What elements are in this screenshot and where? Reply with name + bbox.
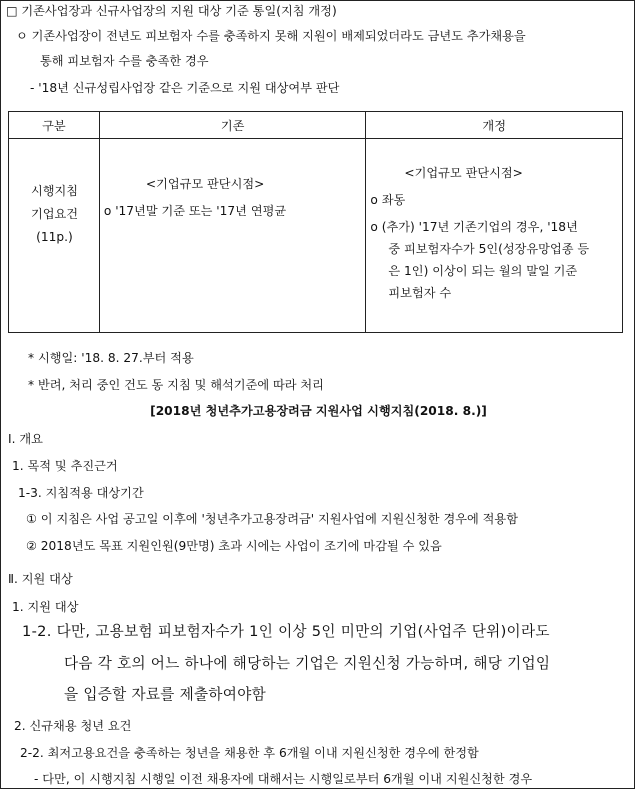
paragraph-2-2: 2-2. 최저고용요건을 충족하는 청년을 채용한 후 6개월 이내 지원신청한 경우에 한정함 — [20, 746, 479, 760]
old-cell — [100, 139, 366, 332]
new-title: <기업규모 판단시점> — [404, 166, 523, 180]
comparison-table — [8, 111, 623, 333]
header-old: 기존 — [99, 112, 366, 139]
old-item: o '17년말 기준 또는 '17년 연평균 — [103, 204, 287, 218]
note-processing: * 반려, 처리 중인 건도 동 지침 및 해석기준에 따라 처리 — [28, 378, 324, 392]
section-2-2: 2. 신규채용 청년 요건 — [14, 719, 132, 733]
section-1-1: 1. 목적 및 추진근거 — [12, 459, 118, 473]
new-item-1: o 좌동 — [370, 193, 406, 207]
new-cell — [366, 139, 622, 332]
header-new: 개정 — [366, 112, 623, 139]
new-item-2-line-1: o (추가) '17년 기존기업의 경우, '18년 — [370, 220, 578, 234]
section-header: □ 기존사업장과 신규사업장의 지원 대상 기준 통일(지침 개정) — [6, 4, 337, 18]
note-effective-date: * 시행일: '18. 8. 27.부터 적용 — [28, 351, 194, 365]
clause-2: ② 2018년도 목표 지원인원(9만명) 초과 시에는 사업이 조기에 마감될 수 있음 — [26, 539, 442, 553]
old-title: <기업규모 판단시점> — [145, 177, 265, 191]
new-item-2-line-3: 은 1인) 이상이 되는 월의 말일 기준 — [388, 264, 578, 278]
paragraph-1-2-line-3: 을 입증할 자료를 제출하여야함 — [64, 686, 266, 703]
last-line: - 다만, 이 시행지침 시행일 이전 채용자에 대해서는 시행일로부터 6개월 이내 지원신청한 경우 — [34, 772, 533, 786]
section-1-heading: Ⅰ. 개요 — [8, 432, 43, 446]
clause-1: ① 이 지침은 사업 공고일 이후에 '청년추가고용장려금' 지원사업에 지원신청한 경우에 적용함 — [26, 512, 518, 526]
new-item-2-line-4: 피보험자 수 — [388, 286, 452, 300]
paragraph-1-2-line-1: 1-2. 다만, 고용보험 피보험자수가 1인 이상 5인 미만의 기업(사업주 단위)이라도 — [22, 623, 550, 640]
category-line-3: (11p.) — [36, 230, 73, 244]
header-category: 구분 — [9, 112, 100, 139]
section-2-1: 1. 지원 대상 — [12, 600, 79, 614]
section-1-3: 1-3. 지침적용 대상기간 — [18, 486, 144, 500]
bullet-o-line-2: 통해 피보험자 수를 충족한 경우 — [40, 54, 209, 68]
section-2-heading: Ⅱ. 지원 대상 — [8, 572, 73, 586]
new-item-2-line-2: 중 피보험자수가 5인(성장유망업종 등 — [388, 242, 590, 256]
paragraph-1-2-line-2: 다음 각 호의 어느 하나에 해당하는 기업은 지원신청 가능하며, 해당 기업임 — [64, 655, 551, 672]
category-cell — [9, 139, 99, 332]
category-line-2: 기업요건 — [30, 207, 79, 221]
document-title: [2018년 청년추가고용장려금 지원사업 시행지침(2018. 8.)] — [150, 404, 487, 418]
dash-line: - '18년 신규성립사업장 같은 기준으로 지원 대상여부 판단 — [30, 81, 340, 95]
bullet-o-line-1: ㅇ 기존사업장이 전년도 피보험자 수를 충족하지 못해 지원이 배제되었더라도 금년도 추가채용을 — [16, 29, 526, 43]
category-line-1: 시행지침 — [30, 184, 79, 198]
